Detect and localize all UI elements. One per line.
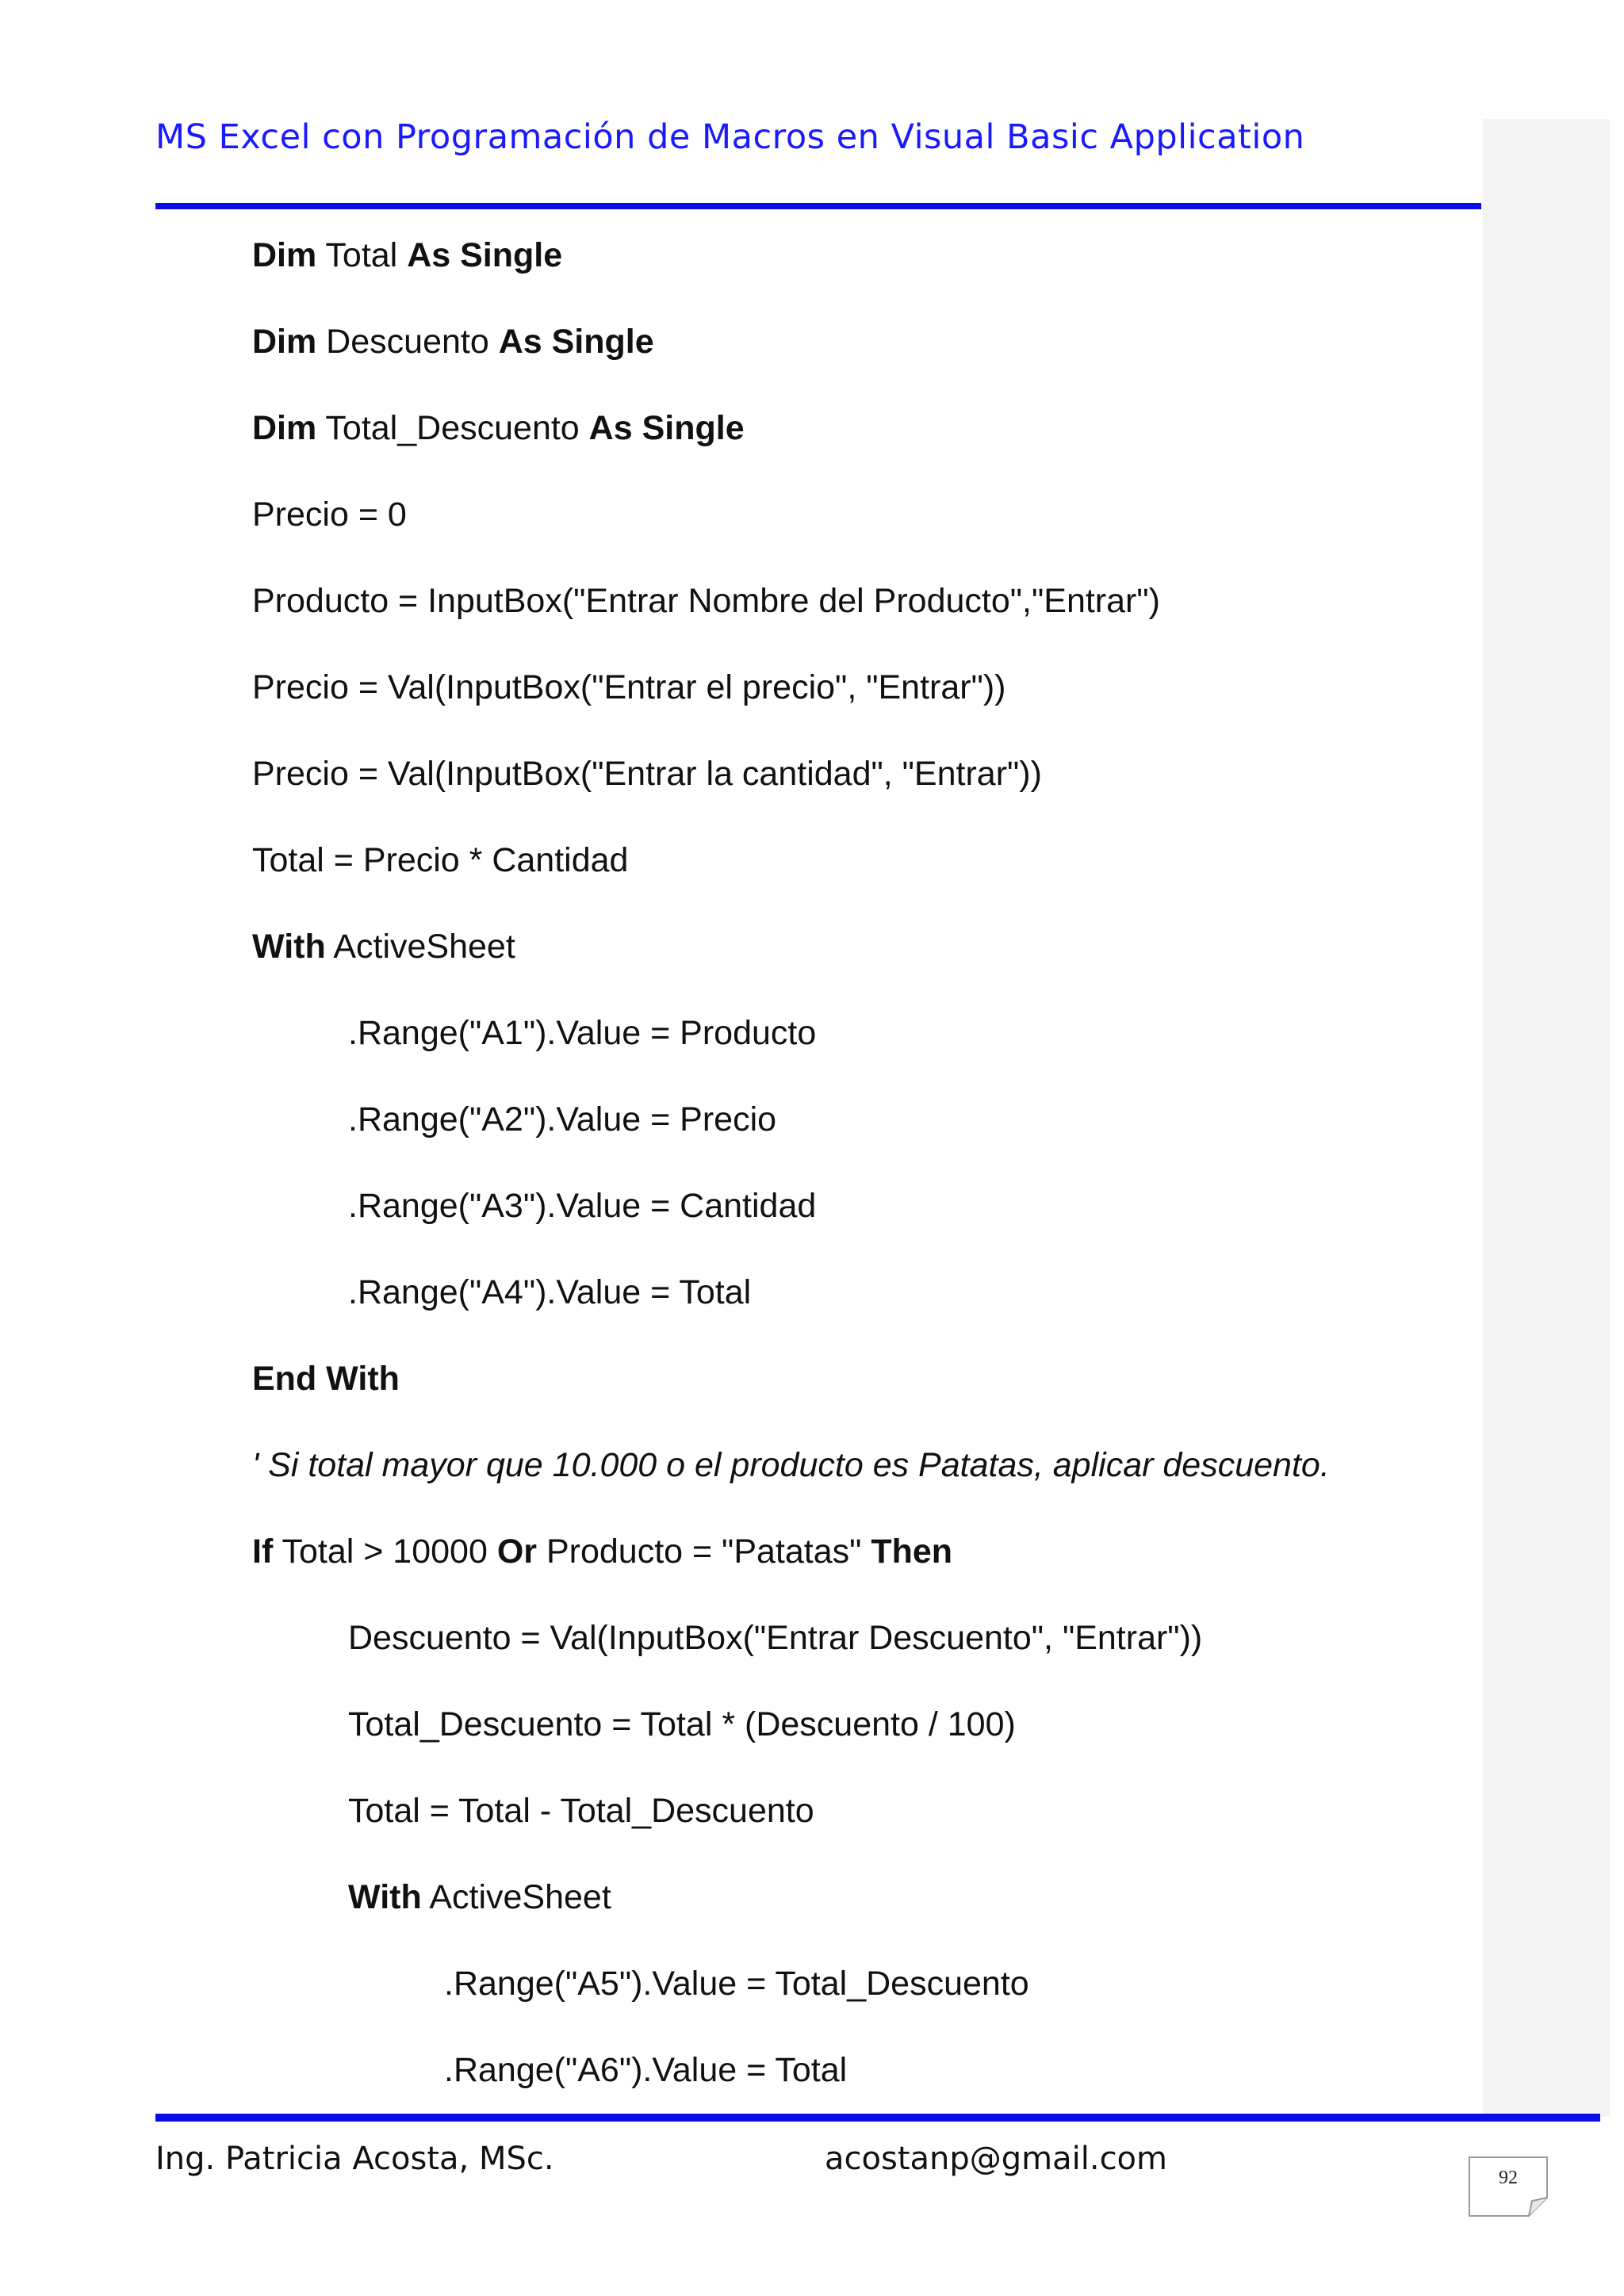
code-line xyxy=(252,664,1330,750)
code-line xyxy=(252,1701,1330,1787)
code-text: Descuento xyxy=(316,323,499,361)
code-text: .Range("A2").Value = Precio xyxy=(348,1100,777,1138)
code-text: Total = Precio * Cantidad xyxy=(252,841,629,879)
code-line xyxy=(252,1960,1330,2046)
code-text: Total_Descuento xyxy=(316,409,589,447)
code-keyword: As Single xyxy=(588,409,745,447)
footer-divider xyxy=(155,2114,1600,2122)
page-shadow xyxy=(1483,119,1610,2117)
page-number-box xyxy=(1469,2156,1548,2217)
code-text: Total_Descuento = Total * (Descuento / 100) xyxy=(348,1705,1016,1743)
code-line xyxy=(252,1096,1330,1182)
code-keyword: Then xyxy=(871,1533,953,1571)
code-keyword: If xyxy=(252,1533,274,1571)
page-header-title: MS Excel con Programación de Macros en Visual Basic Application xyxy=(155,117,1305,157)
code-text: Total = Total - Total_Descuento xyxy=(348,1792,814,1830)
code-keyword: Dim xyxy=(252,236,317,274)
page-number: 92 xyxy=(1499,2168,1518,2188)
code-line xyxy=(252,1528,1330,1614)
code-line xyxy=(252,318,1330,404)
code-text: .Range("A6").Value = Total xyxy=(444,2051,848,2089)
code-line xyxy=(252,1873,1330,1960)
code-text: Producto = InputBox("Entrar Nombre del Producto","Entrar") xyxy=(252,582,1160,620)
header-divider xyxy=(155,203,1481,209)
code-text: .Range("A5").Value = Total_Descuento xyxy=(444,1965,1029,2003)
code-text: Producto = "Patatas" xyxy=(537,1533,871,1571)
code-line xyxy=(252,232,1330,318)
code-keyword: End With xyxy=(252,1360,400,1398)
code-line xyxy=(252,1269,1330,1355)
code-keyword: As Single xyxy=(498,323,654,361)
code-text: .Range("A4").Value = Total xyxy=(348,1273,752,1311)
code-line xyxy=(252,750,1330,836)
code-keyword: Or xyxy=(496,1533,537,1571)
code-line xyxy=(252,1355,1330,1441)
code-line xyxy=(252,577,1330,664)
code-line xyxy=(252,1009,1330,1096)
code-text: Total > 10000 xyxy=(273,1533,497,1571)
code-text: ActiveSheet xyxy=(325,928,515,966)
code-text: ActiveSheet xyxy=(421,1878,611,1916)
code-line xyxy=(252,404,1330,491)
code-keyword: With xyxy=(252,928,326,966)
code-keyword: Dim xyxy=(252,409,317,447)
code-text: Precio = Val(InputBox("Entrar la cantidad", "Entrar")) xyxy=(252,755,1042,793)
code-line xyxy=(252,1614,1330,1701)
code-text: Total xyxy=(316,236,408,274)
code-line xyxy=(252,491,1330,577)
code-block xyxy=(252,232,1330,2133)
code-line xyxy=(252,923,1330,1009)
code-keyword: As Single xyxy=(407,236,563,274)
code-comment-line xyxy=(252,1441,1330,1528)
code-line xyxy=(252,1787,1330,1873)
code-text: Descuento = Val(InputBox("Entrar Descuento", "Entrar")) xyxy=(348,1619,1203,1657)
footer-author: Ing. Patricia Acosta, MSc. xyxy=(155,2141,554,2177)
code-text: .Range("A3").Value = Cantidad xyxy=(348,1187,817,1225)
code-keyword: Dim xyxy=(252,323,317,361)
code-text: Precio = Val(InputBox("Entrar el precio", "Entrar")) xyxy=(252,668,1006,706)
code-text: ' Si total mayor que 10.000 o el producto es Patatas, aplicar descuento. xyxy=(252,1446,1330,1484)
code-line xyxy=(252,836,1330,923)
code-text: .Range("A1").Value = Producto xyxy=(348,1014,817,1052)
footer-email: acostanp@gmail.com xyxy=(825,2141,1167,2177)
code-line xyxy=(252,1182,1330,1269)
code-text: Precio = 0 xyxy=(252,496,407,534)
code-keyword: With xyxy=(348,1878,422,1916)
